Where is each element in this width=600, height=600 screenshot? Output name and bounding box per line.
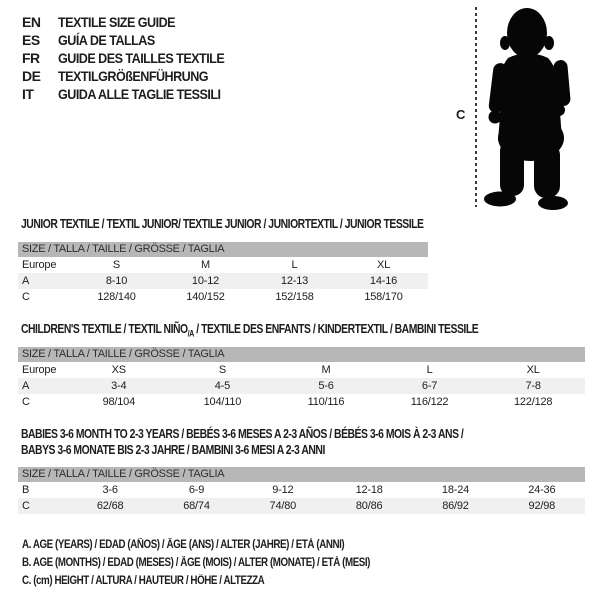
table-cell: XL	[376, 259, 391, 271]
language-code: ES	[22, 32, 40, 48]
table-row	[18, 257, 428, 273]
language-code: IT	[22, 86, 34, 102]
language-label: TEXTILE SIZE GUIDE	[58, 14, 175, 30]
table-row	[18, 394, 585, 410]
babies-size-table	[18, 467, 585, 514]
row-label: B	[22, 484, 30, 496]
language-code: DE	[22, 68, 41, 84]
table-cell: 104/110	[203, 396, 242, 408]
table-cell: M	[201, 259, 210, 271]
babies-table-title-line2: BABYS 3-6 MONATE BIS 2-3 JAHRE / BAMBINI 3-6 MESI A 2-3 ANNI	[21, 442, 325, 457]
children-title-suffix: / TEXTILE DES ENFANTS / KINDERTEXTIL / BAMBINI TESSILE	[193, 321, 479, 336]
table-cell: 152/158	[275, 291, 314, 303]
table-cell: S	[112, 259, 121, 271]
table-cell: 8-10	[105, 275, 128, 287]
language-code: FR	[22, 50, 40, 66]
table-cell: 128/140	[97, 291, 136, 303]
table-row	[18, 273, 428, 289]
table-cell: 3-6	[102, 484, 118, 496]
language-label: GUÍA DE TALLAS	[58, 32, 155, 48]
language-label: GUIDE DES TAILLES TEXTILE	[58, 50, 225, 66]
legend-line-a: A. AGE (YEARS) / EDAD (AÑOS) / ÂGE (ANS) / ALTER (JAHRE) / ETÀ (ANNI)	[22, 539, 345, 551]
size-header-bar: SIZE / TALLA / TAILLE / GRÖSSE / TAGLIA	[18, 467, 585, 482]
junior-size-table	[18, 242, 428, 305]
language-row	[22, 85, 243, 103]
table-row	[18, 362, 585, 378]
row-label: C	[22, 396, 30, 408]
language-row	[22, 67, 243, 85]
table-cell: 80/86	[355, 500, 383, 512]
table-row	[18, 289, 428, 305]
table-cell: 24-36	[528, 484, 556, 496]
row-label: Europe	[22, 364, 57, 376]
table-cell: 122/128	[513, 396, 553, 408]
size-header-bar: SIZE / TALLA / TAILLE / GRÖSSE / TAGLIA	[18, 242, 428, 257]
table-cell: 92/98	[528, 500, 556, 512]
table-cell: 86/92	[442, 500, 469, 512]
table-cell: 4-5	[214, 380, 231, 392]
legend-line-c: C. (cm) HEIGHT / ALTURA / HAUTEUR / HÖHE / ALTEZZA	[22, 575, 265, 587]
table-cell: 62/68	[96, 500, 124, 512]
babies-table-title-line1: BABIES 3-6 MONTH TO 2-3 YEARS / BEBÉS 3-6 MESES A 2-3 AÑOS / BÉBÉS 3-6 MOIS À 2-3 ANS /	[21, 426, 464, 441]
children-size-table	[18, 347, 585, 410]
size-header-bar: SIZE / TALLA / TAILLE / GRÖSSE / TAGLIA	[18, 347, 585, 362]
language-code: EN	[22, 14, 41, 30]
table-cell: S	[218, 364, 226, 376]
table-cell: 6-9	[188, 484, 205, 496]
table-row	[18, 498, 585, 514]
table-cell: 158/170	[364, 291, 403, 303]
row-label: C	[22, 291, 30, 303]
row-label: A	[22, 380, 30, 392]
baby-silhouette-icon	[470, 0, 600, 215]
row-label: Europe	[22, 259, 57, 271]
table-cell: 18-24	[441, 484, 470, 496]
table-cell: 68/74	[183, 500, 210, 512]
table-cell: 110/116	[307, 396, 345, 408]
row-label: A	[22, 275, 30, 287]
table-cell: 10-12	[191, 275, 220, 287]
table-cell: 14-16	[369, 275, 398, 287]
table-row	[18, 482, 585, 498]
table-cell: 5-6	[318, 380, 334, 392]
language-title-block	[22, 13, 243, 103]
table-cell: XL	[526, 364, 540, 376]
language-row	[22, 31, 243, 49]
language-label: TEXTILGRÖßENFÜHRUNG	[58, 68, 209, 84]
table-cell: XS	[111, 364, 126, 376]
language-row	[22, 49, 243, 67]
table-cell: 6-7	[421, 380, 438, 392]
legend-block	[22, 536, 431, 590]
table-cell: 3-4	[111, 380, 127, 392]
children-title-subscript: /A	[187, 328, 194, 339]
table-row	[18, 378, 585, 394]
children-title-prefix: CHILDREN'S TEXTILE / TEXTIL NIÑO	[21, 321, 188, 336]
language-row	[22, 13, 243, 31]
table-cell: 140/152	[186, 291, 225, 303]
junior-table-title: JUNIOR TEXTILE / TEXTIL JUNIOR/ TEXTILE JUNIOR / JUNIORTEXTIL / JUNIOR TESSILE	[21, 216, 424, 231]
height-measure-label: C	[456, 107, 466, 122]
table-cell: L	[426, 364, 433, 376]
table-cell: 74/80	[269, 500, 297, 512]
table-cell: 12-18	[355, 484, 383, 496]
legend-line-b: B. AGE (MONTHS) / EDAD (MESES) / ÂGE (MOIS) / ALTER (MONATE) / ETÀ (MESI)	[22, 557, 371, 569]
table-cell: 9-12	[272, 484, 294, 496]
table-cell: L	[291, 259, 298, 271]
table-cell: 7-8	[525, 380, 541, 392]
table-cell: 98/104	[102, 396, 136, 408]
table-cell: M	[321, 364, 331, 376]
table-cell: 12-13	[280, 275, 309, 287]
table-cell: 116/122	[410, 396, 449, 408]
children-table-title	[21, 321, 478, 342]
language-label: GUIDA ALLE TAGLIE TESSILI	[58, 86, 221, 102]
row-label: C	[22, 500, 30, 512]
